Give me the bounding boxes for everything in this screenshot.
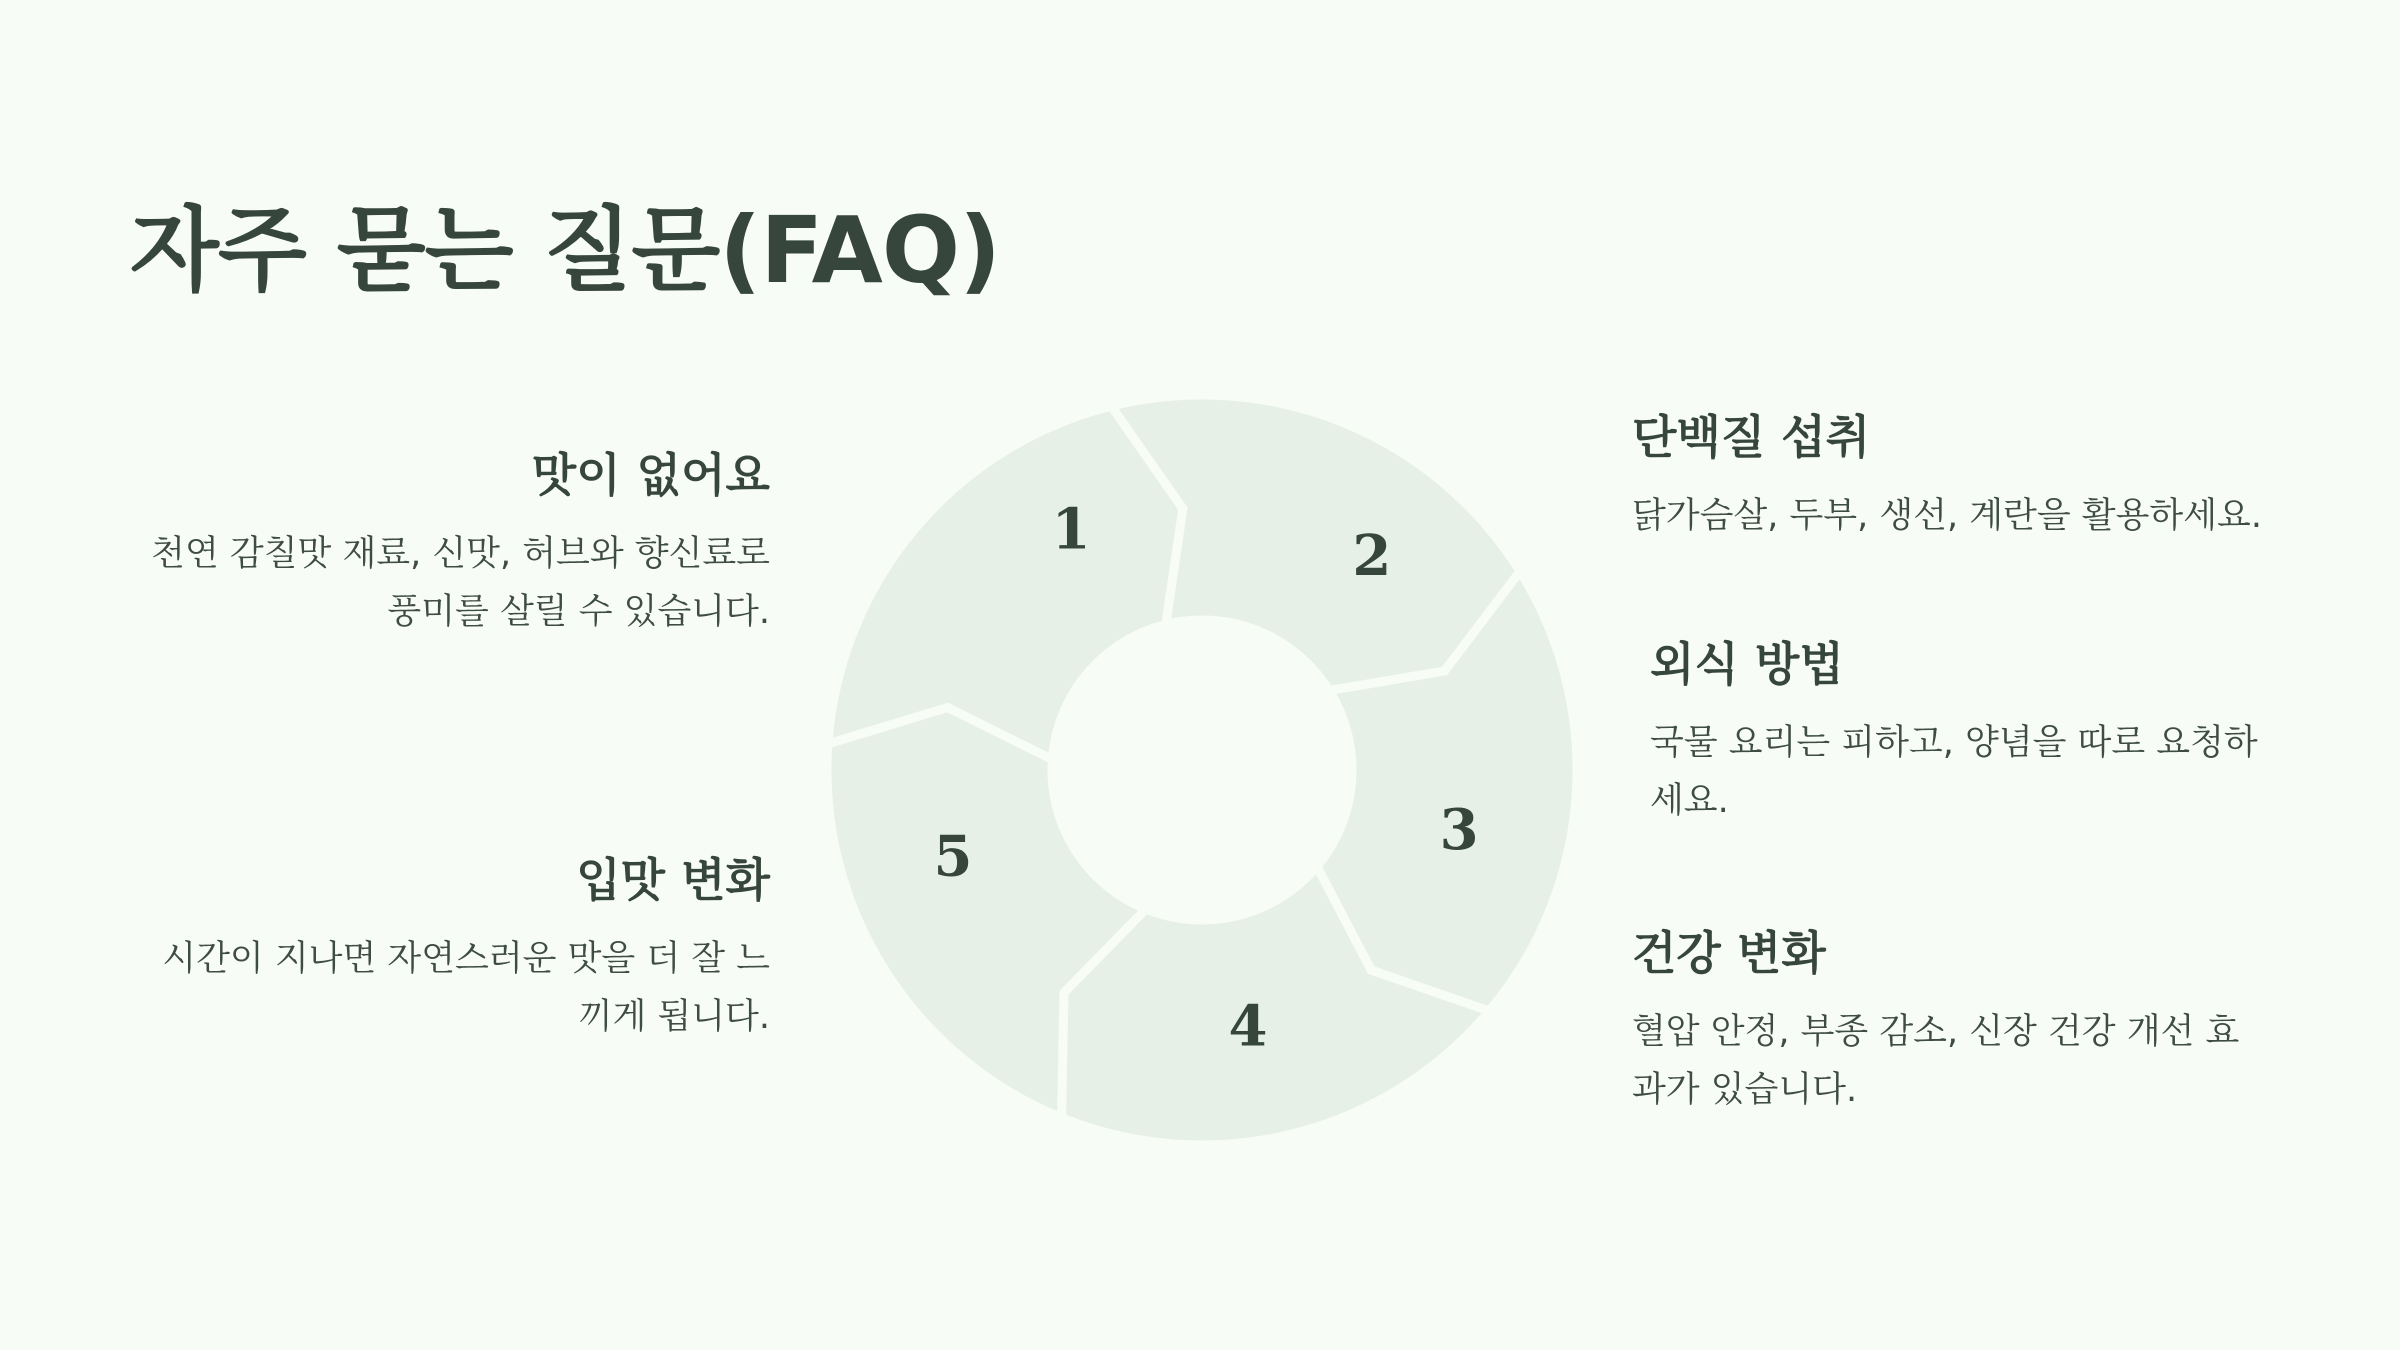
faq-item-palate xyxy=(130,853,770,1046)
faq-body: 천연 감칠맛 재료, 신맛, 허브와 향신료로 풍미를 살릴 수 있습니다. xyxy=(151,534,770,633)
faq-item-health xyxy=(1632,926,2272,1119)
cycle-number-5: 5 xyxy=(933,823,973,890)
faq-item-dining-out xyxy=(1650,637,2272,830)
faq-body: 국물 요리는 피하고, 양념을 따로 요청하세요. xyxy=(1650,723,2258,822)
faq-item-taste xyxy=(130,448,770,641)
page-title: 자주 묻는 질문(FAQ) xyxy=(130,197,1001,304)
cycle-segment-5 xyxy=(828,406,1183,759)
faq-heading: 입맛 변화 xyxy=(576,853,770,907)
faq-body: 시간이 지나면 자연스러운 맛을 더 잘 느끼게 됩니다. xyxy=(162,939,770,1038)
faq-heading: 건강 변화 xyxy=(1632,926,1826,980)
cycle-number-2: 2 xyxy=(1352,522,1392,589)
faq-body: 혈압 안정, 부종 감소, 신장 건강 개선 효과가 있습니다. xyxy=(1632,1012,2240,1111)
faq-item-protein xyxy=(1632,410,2272,545)
faq-body: 닭가슴살, 두부, 생선, 계란을 활용하세요. xyxy=(1632,496,2262,537)
faq-heading: 맛이 없어요 xyxy=(531,448,770,502)
cycle-number-3: 3 xyxy=(1439,796,1479,863)
cycle-number-4: 4 xyxy=(1228,993,1268,1060)
faq-heading: 단백질 섭취 xyxy=(1632,410,1871,464)
cycle-number-1: 1 xyxy=(1051,496,1091,563)
faq-heading: 외식 방법 xyxy=(1650,637,1844,691)
